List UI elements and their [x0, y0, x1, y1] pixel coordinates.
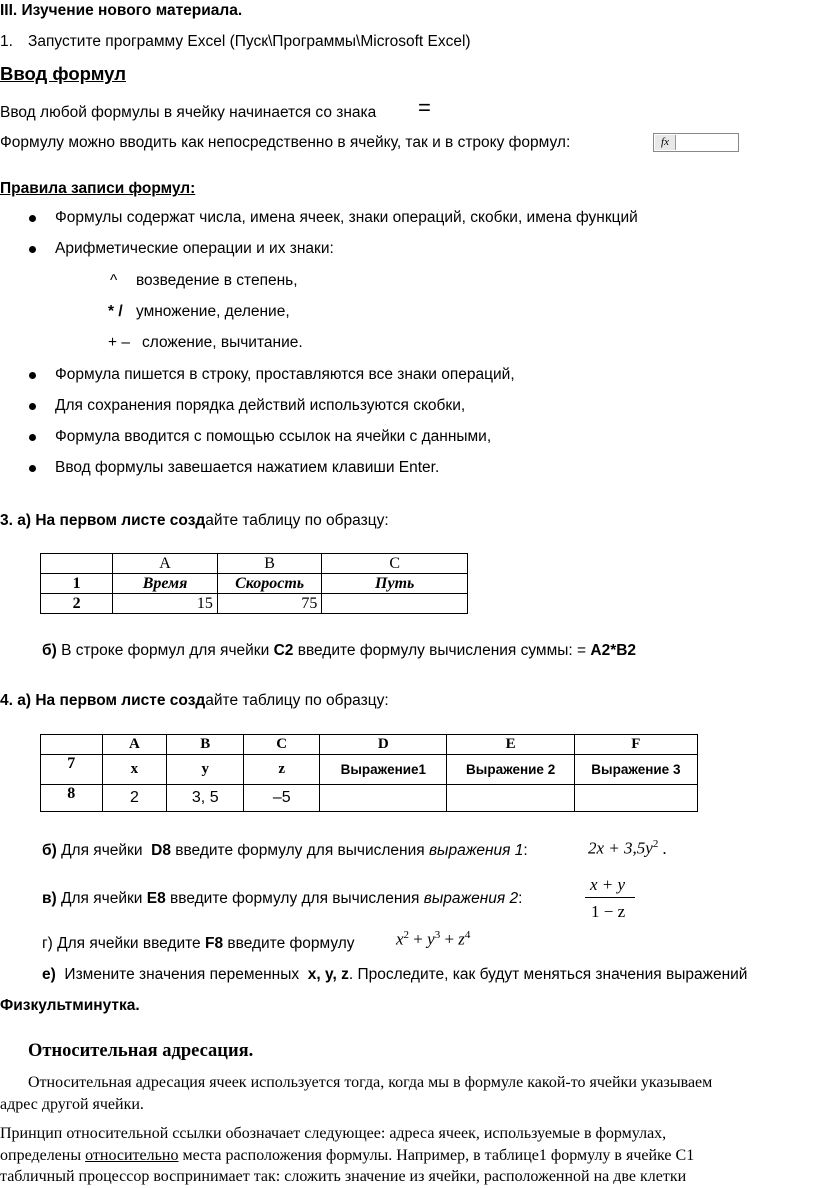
- task3-bold-text: На первом листе созд: [35, 512, 206, 529]
- op-sign: + –: [108, 334, 130, 351]
- col-header: C: [244, 735, 320, 755]
- col-header: C: [322, 554, 468, 574]
- expression-1: [588, 838, 667, 859]
- table-cell: Выражение 3: [574, 755, 697, 785]
- task4-a-label: а): [17, 692, 32, 709]
- rules-heading: Правила записи формул:: [0, 180, 196, 197]
- expr3-z: z: [458, 929, 465, 949]
- task4-b-line: [42, 842, 528, 860]
- table-cell: [447, 785, 574, 812]
- expression-3: [396, 929, 470, 950]
- col-header: A: [113, 554, 218, 574]
- task4-number: 4.: [0, 692, 13, 709]
- table-cell: –5: [244, 785, 320, 812]
- task4-b-label: б): [42, 842, 57, 859]
- bullet-dot: [29, 465, 36, 472]
- task4-e-text2: . Проследите, как будут меняться значения выражений: [348, 966, 748, 983]
- task4-v-text2: введите формулу для вычисления: [170, 890, 420, 907]
- task3-b-formula: А2*В2: [590, 642, 637, 659]
- rule-item: Ввод формулы завешается нажатием клавиши Enter.: [55, 459, 440, 476]
- task4-g-cell: F8: [205, 935, 224, 952]
- op-text: возведение в степень,: [136, 272, 298, 289]
- task4-b-expr-name: выражения 1: [428, 842, 524, 859]
- fizkult-heading: Физкультминутка.: [0, 997, 140, 1014]
- task3-rest-text: айте таблицу по образцу:: [205, 512, 389, 529]
- task3-b-line: [42, 642, 636, 660]
- op-sign: ^: [110, 272, 118, 289]
- fraction-bar: [585, 897, 635, 898]
- col-header: B: [217, 554, 322, 574]
- rel-heading: Относительная адресация.: [28, 1041, 254, 1061]
- task3-table: [40, 553, 468, 614]
- rule-item: Для сохранения порядка действий используются скобки,: [55, 397, 466, 414]
- formula-bar[interactable]: [653, 133, 739, 152]
- fraction-numerator: x + y: [590, 875, 626, 894]
- col-header: B: [167, 735, 244, 755]
- table-cell: Выражение1: [320, 755, 447, 785]
- expression-1-exponent: 2: [652, 838, 659, 850]
- task3-b-text2: введите формулу вычисления суммы: =: [297, 642, 587, 659]
- op-text: умножение, деление,: [136, 303, 290, 320]
- bullet-dot: [29, 403, 36, 410]
- task4-g-text2: введите формулу: [227, 935, 355, 952]
- table-cell: 3, 5: [167, 785, 244, 812]
- task4-b-cell: D8: [151, 842, 171, 859]
- task4-line: [0, 692, 389, 710]
- rel-p1-line1: Относительная адресация ячеек используется тогда, когда мы в формуле какой-то ячейки указываем: [28, 1074, 713, 1091]
- bullet-dot: [29, 246, 36, 253]
- task4-g-text: г) Для ячейки введите: [42, 935, 201, 952]
- rule-item: Формула вводится с помощью ссылок на ячейки с данными,: [55, 428, 492, 445]
- task3-b-text: В строке формул для ячейки: [61, 642, 270, 659]
- bullet-dot: [29, 434, 36, 441]
- task3-b-cell: С2: [273, 642, 294, 659]
- task4-v-cell: Е8: [146, 890, 166, 907]
- task4-bold-text: На первом листе созд: [35, 692, 206, 709]
- task4-e-vars: x, y, z: [307, 966, 349, 983]
- task4-e-text: Измените значения переменных: [64, 966, 300, 983]
- table-cell: x: [102, 755, 167, 785]
- table-cell: Путь: [322, 574, 468, 594]
- table-cell: [574, 785, 697, 812]
- expression-1-body: 2x + 3,5y: [588, 838, 653, 858]
- task3-a-label: а): [17, 512, 32, 529]
- table-cell: 2: [102, 785, 167, 812]
- table-cell: 75: [217, 594, 322, 614]
- table-cell: Скорость: [217, 574, 322, 594]
- row-header: 7: [41, 755, 103, 785]
- task4-v-text: Для ячейки: [61, 890, 143, 907]
- rel-p2-line2a: определены: [0, 1147, 82, 1164]
- section-heading: III. Изучение нового материала.: [0, 2, 243, 19]
- col-header: F: [574, 735, 697, 755]
- rel-p2-line3: табличный процессор воспринимает так: сложить значение из ячейки, расположенной на две клетки: [0, 1168, 687, 1185]
- task4-v-expr-name: выражения 2: [423, 890, 519, 907]
- bullet-dot: [29, 372, 36, 379]
- formula-input-text: Формулу можно вводить как непосредственно в ячейку, так и в строку формул:: [0, 134, 571, 151]
- task4-b-text2: введите формулу для вычисления: [175, 842, 425, 859]
- corner-cell: [41, 735, 103, 755]
- col-header: A: [102, 735, 167, 755]
- task3-number: 3.: [0, 512, 13, 529]
- op-sign: * /: [108, 303, 123, 320]
- rel-p2-line2: [0, 1147, 694, 1165]
- col-header: D: [320, 735, 447, 755]
- row-header: 2: [41, 594, 113, 614]
- expr3-x: x: [396, 929, 404, 949]
- formula-heading: Ввод формул: [0, 63, 126, 84]
- expr3-z-exp: 4: [464, 929, 471, 941]
- step1-text: Запустите программу Excel (Пуск\Программы\Microsoft Excel): [28, 33, 471, 50]
- table-cell: Время: [113, 574, 218, 594]
- task4-table: [40, 734, 698, 812]
- expr3-x-exp: 2: [403, 929, 410, 941]
- expr3-plus: +: [440, 929, 459, 949]
- task3-b-label: б): [42, 642, 57, 659]
- col-header: E: [447, 735, 574, 755]
- table-cell: Выражение 2: [447, 755, 574, 785]
- task3-line: [0, 512, 389, 530]
- rel-p2-underlined: относительно: [85, 1147, 179, 1164]
- rel-p2-line1: Принцип относительной ссылки обозначает следующее: адреса ячеек, используемые в формулах,: [0, 1125, 667, 1142]
- formula-intro: Ввод любой формулы в ячейку начинается со знака: [0, 104, 377, 121]
- corner-cell: [41, 554, 113, 574]
- rule-item: Формула пишется в строку, проставляются все знаки операций,: [55, 366, 515, 383]
- rel-p1-line2: адрес другой ячейки.: [0, 1096, 144, 1113]
- task4-e-line: [42, 966, 747, 984]
- fx-icon: fx: [655, 135, 676, 150]
- expr3-y-exp: 3: [434, 929, 441, 941]
- table-cell: y: [167, 755, 244, 785]
- rule-item: Формулы содержат числа, имена ячеек, знаки операций, скобки, имена функций: [55, 209, 638, 226]
- task4-v-colon: :: [518, 890, 523, 907]
- task4-v-label: в): [42, 890, 57, 907]
- row-header: 8: [41, 785, 103, 812]
- row-header: 1: [41, 574, 113, 594]
- task4-e-label: е): [42, 966, 56, 983]
- task4-v-line: [42, 890, 522, 908]
- step1-number: 1.: [0, 33, 13, 50]
- task4-rest-text: айте таблицу по образцу:: [205, 692, 389, 709]
- table-cell: 15: [113, 594, 218, 614]
- expr3-plus: +: [409, 929, 428, 949]
- equals-sign: =: [418, 95, 431, 120]
- task4-b-text: Для ячейки: [61, 842, 143, 859]
- bullet-dot: [29, 215, 36, 222]
- table-cell: [322, 594, 468, 614]
- fraction-denominator: 1 − z: [591, 902, 626, 921]
- table-cell: z: [244, 755, 320, 785]
- table-cell: [320, 785, 447, 812]
- rel-p2-line2c: места расположения формулы. Например, в таблице1 формулу в ячейке С1: [182, 1147, 695, 1164]
- task4-b-colon: :: [523, 842, 528, 859]
- expression-1-end: .: [662, 838, 667, 858]
- task4-g-line: [42, 935, 355, 953]
- op-text: сложение, вычитание.: [142, 334, 303, 351]
- rule-item: Арифметические операции и их знаки:: [55, 240, 334, 257]
- expr3-y: y: [427, 929, 435, 949]
